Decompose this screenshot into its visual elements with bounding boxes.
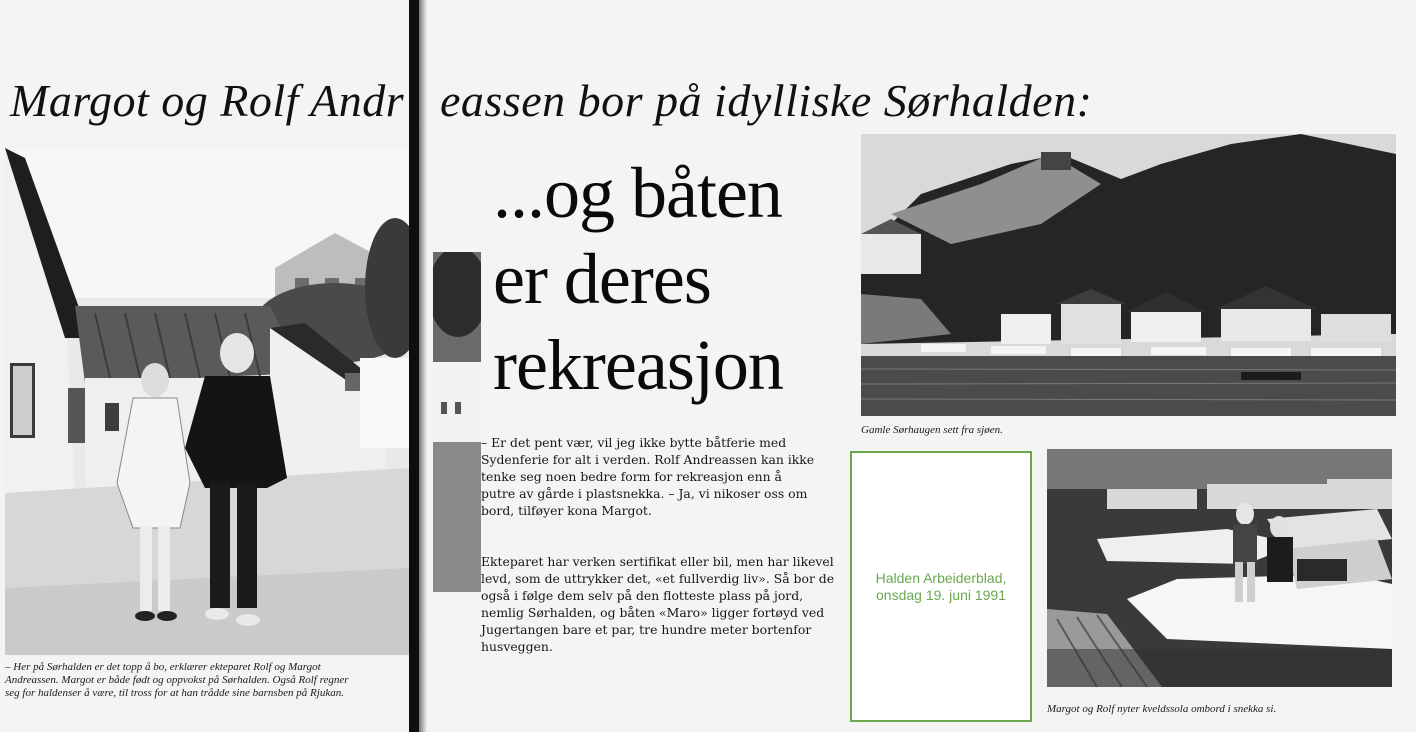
couple-street-photo — [5, 148, 410, 655]
boat-photo-caption: Margot og Rolf nyter kveldssola ombord i snekka si. — [1047, 703, 1277, 715]
kicker-part-right: eassen bor på idylliske Sørhalden: — [440, 75, 1093, 126]
article-kicker — [10, 74, 1110, 130]
source-date: onsdag 19. juni 1991 — [876, 586, 1006, 603]
headline-line-3: rekreasjon — [493, 325, 783, 405]
partial-photo-graphic — [433, 252, 481, 592]
kicker-part-left: Margot og Rolf Andr — [10, 75, 405, 126]
paragraph-2-text: Ekteparet har verken sertifikat eller bil, men har likevel levd, som de uttrykker det, «et fullverdig liv». Så bor de også i følge dem selv på den flotteste plass på jord, nemlig Sørhalden, og båten «Maro» ligger fortøyd ved Jugertangen bare et par, tre hundre meter bortenfor husveggen. — [481, 554, 835, 654]
harbor-photo-graphic — [861, 134, 1396, 416]
source-publication: Halden Arbeiderblad, — [875, 569, 1007, 586]
article-paragraph-1 — [481, 434, 816, 519]
boat-evening-photo — [1047, 449, 1392, 687]
boat-photo-graphic — [1047, 449, 1392, 687]
paragraph-1-text: – Er det pent vær, vil jeg ikke bytte båtferie med Sydenferie for alt i verden. Rolf Andreassen kan ikke tenke seg noen bedre form for rekreasjon enn å putre av gårde i plastsnekka. – Ja, vi nikoser oss om bord, tilføyer kona Margot. — [481, 435, 815, 518]
headline-line-2: er deres — [493, 239, 711, 319]
headline-line-1: ...og båten — [493, 153, 782, 233]
harbor-photo-caption: Gamle Sørhaugen sett fra sjøen. — [861, 424, 1003, 436]
source-attribution-box — [850, 451, 1032, 722]
harbor-view-photo — [861, 134, 1396, 416]
page-fold-shadow — [419, 0, 427, 732]
couple-photo-caption: – Her på Sørhalden er det topp å bo, erklærer ekteparet Rolf og Margot Andreassen. Margot er både født og oppvokst på Sørhalden. Også Rolf regner seg for haldenser å være, til tross for at han trådde sine barnsben på Rjukan. — [5, 661, 349, 699]
partial-photo-strip — [433, 252, 481, 592]
article-paragraph-2 — [481, 553, 841, 655]
article-headline — [493, 150, 863, 408]
page-fold-line — [409, 0, 419, 732]
couple-photo-graphic — [5, 148, 410, 655]
